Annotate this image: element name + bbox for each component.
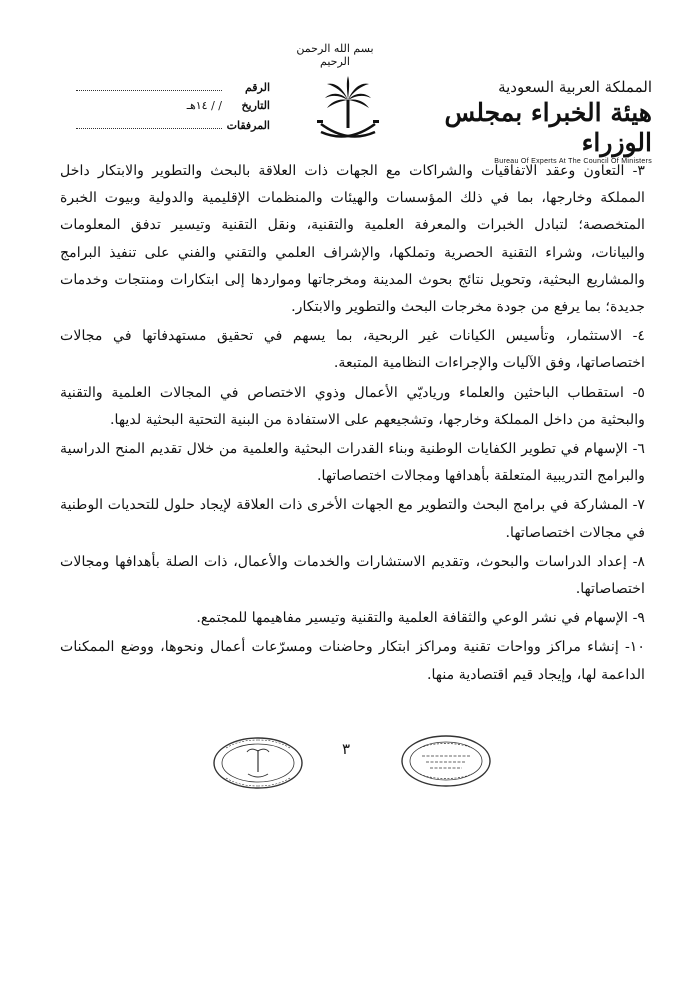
- basmala: بسم الله الرحمن الرحيم: [296, 42, 374, 68]
- org-name-english: Bureau Of Experts At The Council Of Ministers: [494, 158, 652, 165]
- org-name: هيئة الخبراء بمجلس الوزراء: [444, 98, 652, 157]
- attachments-row: [70, 118, 270, 137]
- list-item: ٤- الاستثمار، وتأسيس الكيانات غير الربحية، بما يسهم في تحقيق مستهدفاتها في مجالات اختصاصاتها، وفق الآليات والإجراءات النظامية المتبعة.: [60, 328, 645, 372]
- document-body: [60, 158, 645, 689]
- number-label: الرقم: [244, 81, 270, 94]
- list-item: ٧- المشاركة في برامج البحث والتطوير مع الجهات الأخرى ذات العلاقة لإيجاد حلول للتحديات الوطنية في مجالات اختصاصاتها.: [60, 497, 645, 541]
- saudi-emblem-icon: [313, 74, 383, 146]
- list-item: ٩- الإسهام في نشر الوعي والثقافة العلمية والتقنية وتيسير مفاهيمها للمجتمع.: [196, 610, 645, 627]
- official-seal-icon: [400, 734, 492, 788]
- list-item: ٦- الإسهام في تطوير الكفايات الوطنية وبناء القدرات البحثية والعلمية من خلال تقديم المنح الدراسية والبرامج التدريبية المتعلقة بأهدافها ومجالات اختصاصاتها.: [60, 441, 645, 485]
- letterhead: [0, 0, 700, 165]
- list-item: ٣- التعاون وعقد الاتفاقيات والشراكات مع الجهات ذات العلاقة بالبحث والتطوير والابتكار داخل المملكة وخارجها، بما في ذلك المؤسسات والهيئات والمنظمات الإقليمية والدولية وبيوت الخبرة المتخصصة؛ لتبادل الخبرات والمعرفة العلمية والتقنية، ونقل التقنية وتيسير تدفق المعلومات والبيانات، وشراء التقنية الحصرية وتملكها، والإشراف العلمي والتقني والفني على تنفيذ البرامج والمشاريع البحثية، وتحويل نتائج بحوث المدينة ومخرجاتها ومواردها إلى ابتكارات ومنتجات وخدمات جديدة؛ بما يرفع من جودة مخرجات البحث والتطوير والابتكار.: [60, 163, 645, 316]
- list-item: ٥- استقطاب الباحثين والعلماء ورياديّي الأعمال وذوي الاختصاص في المجالات العلمية والتقنية والبحثية من داخل المملكة وخارجها، وتشجيعهم على الاستفادة من البنية التحتية البحثية لديها.: [60, 384, 645, 428]
- date-row: [70, 99, 270, 118]
- official-seal-icon: [212, 736, 304, 790]
- number-line: [76, 80, 222, 91]
- org-country: المملكة العربية السعودية: [498, 78, 652, 96]
- attachments-line: [76, 118, 222, 129]
- number-row: [70, 80, 270, 99]
- attachments-label: المرفقات: [226, 119, 270, 132]
- organization-block: [412, 78, 652, 165]
- date-value: / / ١٤هـ: [186, 99, 222, 112]
- list-item: ٨- إعداد الدراسات والبحوث، وتقديم الاستشارات والخدمات والأعمال، ذات الصلة بأهدافها ومجالات اختصاصاتها.: [60, 553, 645, 598]
- reference-block: [70, 80, 270, 137]
- page-number: ٣: [342, 740, 351, 758]
- date-label: التاريخ: [241, 99, 270, 112]
- list-item: ١٠- إنشاء مراكز وواحات تقنية ومراكز ابتكار وحاضنات ومسرّعات أعمال ونحوها، ووضع الممكنات الداعمة لها، وإيجاد قيم اقتصادية منها.: [60, 639, 645, 683]
